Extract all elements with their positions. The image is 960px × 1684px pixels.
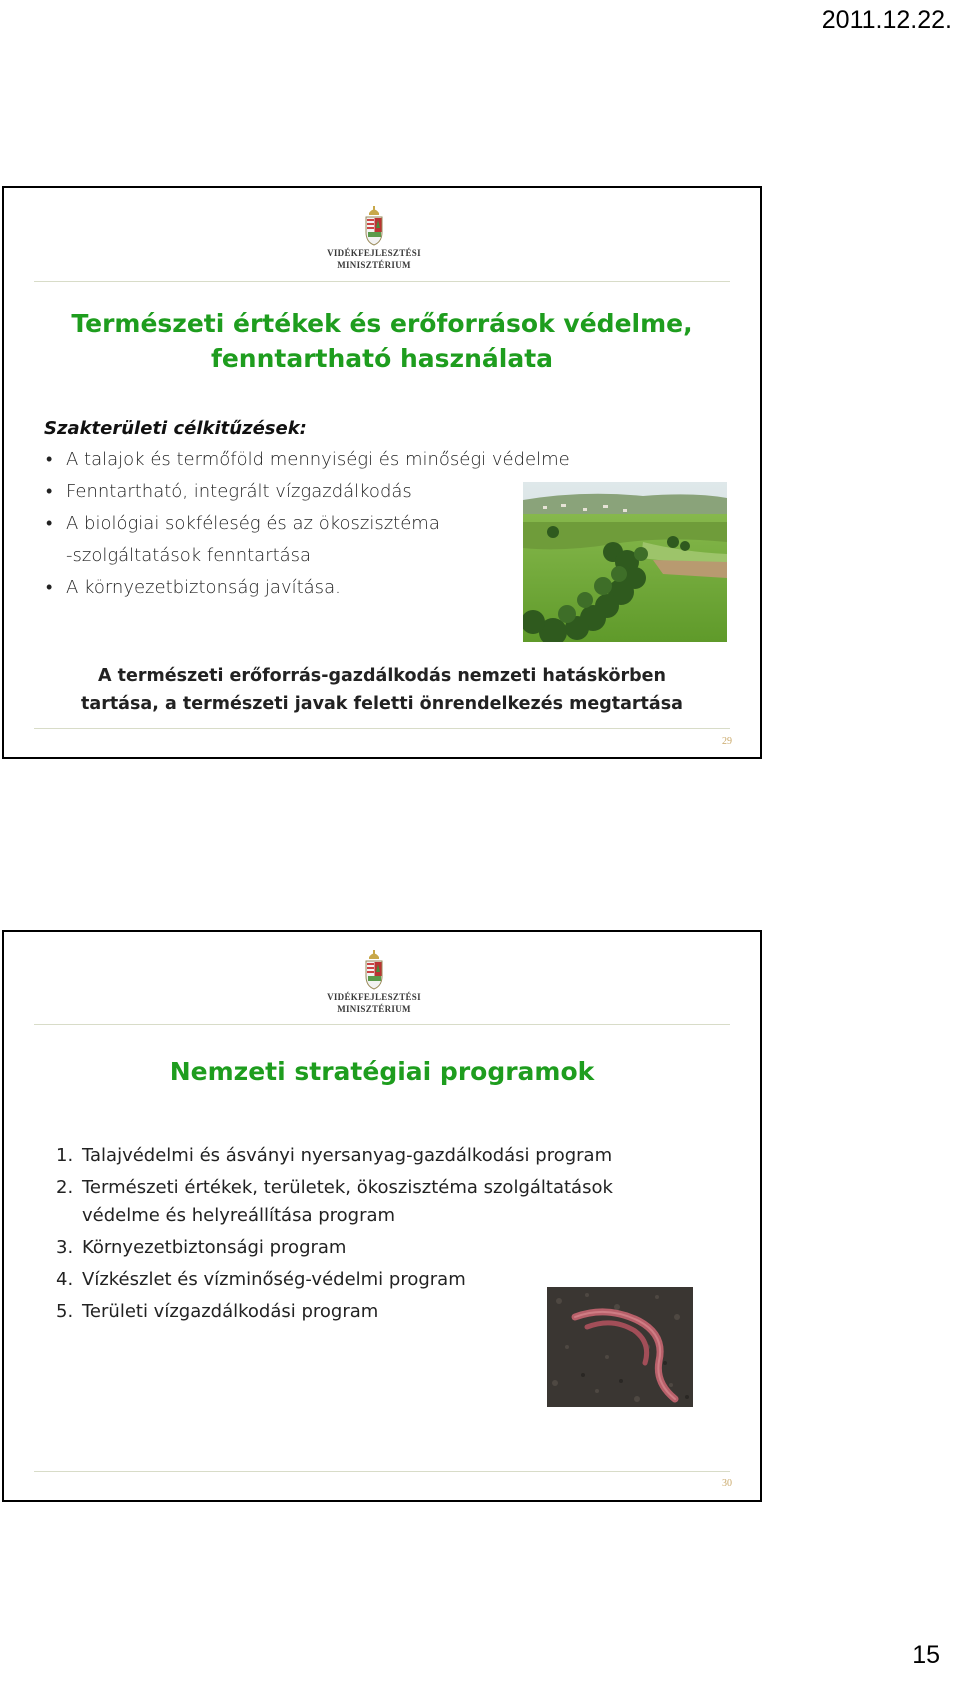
bullet-icon: • bbox=[46, 449, 53, 470]
subheading: Szakterületi célkitűzések: bbox=[44, 418, 307, 439]
objectives-list bbox=[44, 444, 570, 604]
list-item: 4. Vízkészlet és vízminőség-védelmi program bbox=[56, 1269, 466, 1290]
logo-line1: VIDÉKFEJLESZTÉSI bbox=[327, 992, 421, 1002]
ministry-logo bbox=[324, 206, 424, 270]
coat-of-arms-icon bbox=[361, 950, 387, 990]
list-item: 2. Természeti értékek, területek, ökoszisztéma szolgáltatások védelme és helyreállítása program bbox=[56, 1177, 613, 1226]
list-item: 1. Talajvédelmi és ásványi nyersanyag-gazdálkodási program bbox=[56, 1145, 613, 1166]
slide-title: Nemzeti stratégiai programok bbox=[169, 1057, 595, 1086]
logo-line2: MINISZTÉRIUM bbox=[337, 1004, 411, 1014]
list-item: 3. Környezetbiztonsági program bbox=[56, 1237, 347, 1258]
list-item-continuation: -szolgáltatások fenntartása bbox=[66, 545, 312, 566]
list-item: • A biológiai sokféleség és az ökoszisztéma bbox=[44, 508, 570, 540]
list-item: • A környezetbiztonság javítása. bbox=[44, 572, 570, 604]
landscape-photo bbox=[523, 482, 727, 642]
ministry-logo bbox=[324, 950, 424, 1014]
slide-number: 30 bbox=[722, 1478, 732, 1489]
page-number: 15 bbox=[912, 1641, 940, 1669]
closing-statement-line1: A természeti erőforrás-gazdálkodás nemzeti hatáskörben bbox=[98, 666, 666, 686]
slide-title-line1: Természeti értékek és erőforrások védelme, bbox=[71, 309, 693, 338]
logo-line2: MINISZTÉRIUM bbox=[337, 260, 411, 270]
bullet-icon: • bbox=[46, 577, 53, 598]
slide-30 bbox=[2, 930, 762, 1502]
logo-line1: VIDÉKFEJLESZTÉSI bbox=[327, 248, 421, 258]
list-item: • Fenntartható, integrált vízgazdálkodás bbox=[44, 476, 570, 508]
slide-title-line2: fenntartható használata bbox=[210, 344, 554, 373]
closing-statement-line2: tartása, a természeti javak feletti önrendelkezés megtartása bbox=[81, 694, 683, 714]
page-date: 2011.12.22. bbox=[821, 6, 952, 34]
bullet-icon: • bbox=[46, 481, 53, 502]
earthworm-photo bbox=[547, 1287, 693, 1407]
list-item: 5. Területi vízgazdálkodási program bbox=[56, 1301, 379, 1322]
header-rule bbox=[34, 1024, 730, 1025]
slide-number: 29 bbox=[722, 736, 732, 747]
list-item: • A talajok és termőföld mennyiségi és minőségi védelme bbox=[44, 444, 570, 476]
slide-29 bbox=[2, 186, 762, 759]
footer-rule bbox=[34, 1471, 730, 1472]
footer-rule bbox=[34, 728, 730, 729]
bullet-icon: • bbox=[46, 513, 53, 534]
programs-list bbox=[56, 1142, 613, 1330]
header-rule bbox=[34, 281, 730, 282]
coat-of-arms-icon bbox=[361, 206, 387, 246]
